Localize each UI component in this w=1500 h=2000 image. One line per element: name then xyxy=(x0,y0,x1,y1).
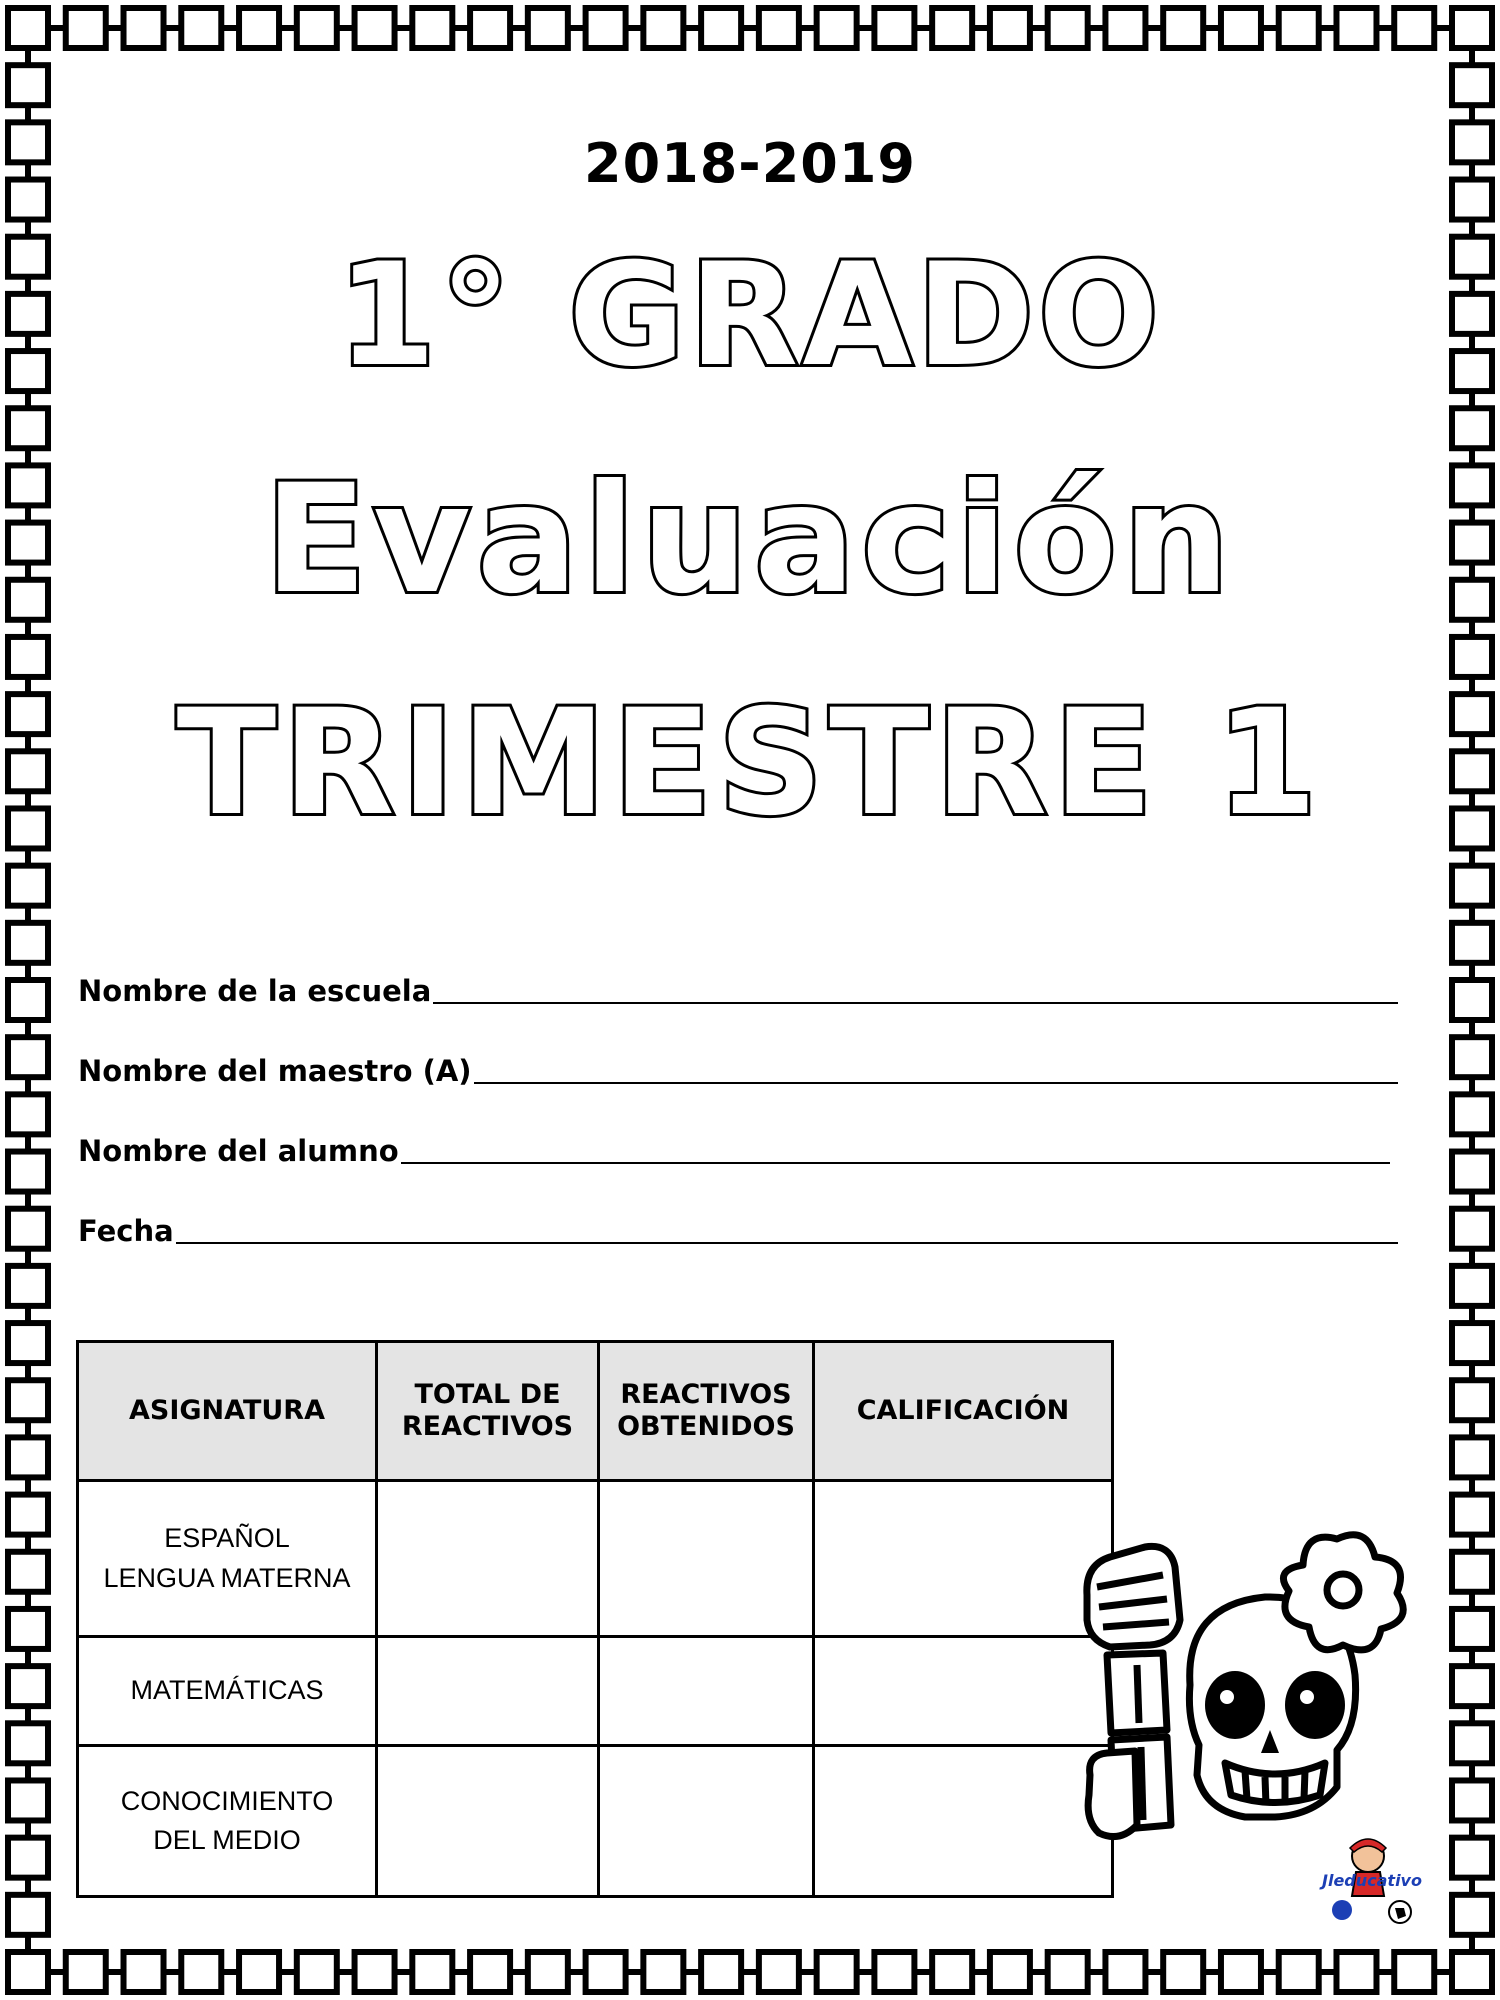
teacher-name-label: Nombre del maestro (A) xyxy=(78,1054,472,1088)
subject-cell: CONOCIMIENTO DEL MEDIO xyxy=(78,1746,377,1897)
date-label: Fecha xyxy=(78,1214,174,1248)
teacher-name-line[interactable] xyxy=(474,1082,1398,1084)
grade-cell[interactable] xyxy=(814,1746,1113,1897)
subject-cell: ESPAÑOL LENGUA MATERNA xyxy=(78,1481,377,1637)
logo-text: Jleducativo xyxy=(1322,1871,1422,1890)
grades-header-row xyxy=(78,1342,1113,1481)
term-title: TRIMESTRE 1 xyxy=(176,678,1324,848)
grade-title: 1° GRADO xyxy=(337,233,1163,398)
school-name-line[interactable] xyxy=(433,1002,1398,1004)
items-obtained-cell[interactable] xyxy=(599,1481,814,1637)
grades-table xyxy=(76,1340,1114,1898)
date-line[interactable] xyxy=(176,1242,1398,1244)
school-year: 2018-2019 xyxy=(584,132,916,195)
school-name-label: Nombre de la escuela xyxy=(78,974,432,1008)
table-row xyxy=(78,1746,1113,1897)
subject-cell: MATEMÁTICAS xyxy=(78,1637,377,1746)
total-items-cell[interactable] xyxy=(377,1481,599,1637)
teacher-name-field[interactable] xyxy=(78,1040,1398,1090)
total-items-cell[interactable] xyxy=(377,1637,599,1746)
grade-cell[interactable] xyxy=(814,1481,1113,1637)
school-name-field[interactable] xyxy=(78,960,1398,1010)
grade-cell[interactable] xyxy=(814,1637,1113,1746)
table-row xyxy=(78,1637,1113,1746)
student-name-line[interactable] xyxy=(401,1162,1390,1164)
header-total-items: TOTAL DE REACTIVOS xyxy=(377,1342,599,1481)
sugar-skull-skeleton-icon xyxy=(1075,1525,1440,1870)
header-grade: CALIFICACIÓN xyxy=(814,1342,1113,1481)
items-obtained-cell[interactable] xyxy=(599,1746,814,1897)
student-name-field[interactable] xyxy=(78,1120,1390,1170)
total-items-cell[interactable] xyxy=(377,1746,599,1897)
date-field[interactable] xyxy=(78,1200,1398,1250)
table-row xyxy=(78,1481,1113,1637)
items-obtained-cell[interactable] xyxy=(599,1637,814,1746)
student-name-label: Nombre del alumno xyxy=(78,1134,399,1168)
header-items-obtained: REACTIVOS OBTENIDOS xyxy=(599,1342,814,1481)
header-subject: ASIGNATURA xyxy=(78,1342,377,1481)
evaluation-title: Evaluación xyxy=(264,453,1236,627)
